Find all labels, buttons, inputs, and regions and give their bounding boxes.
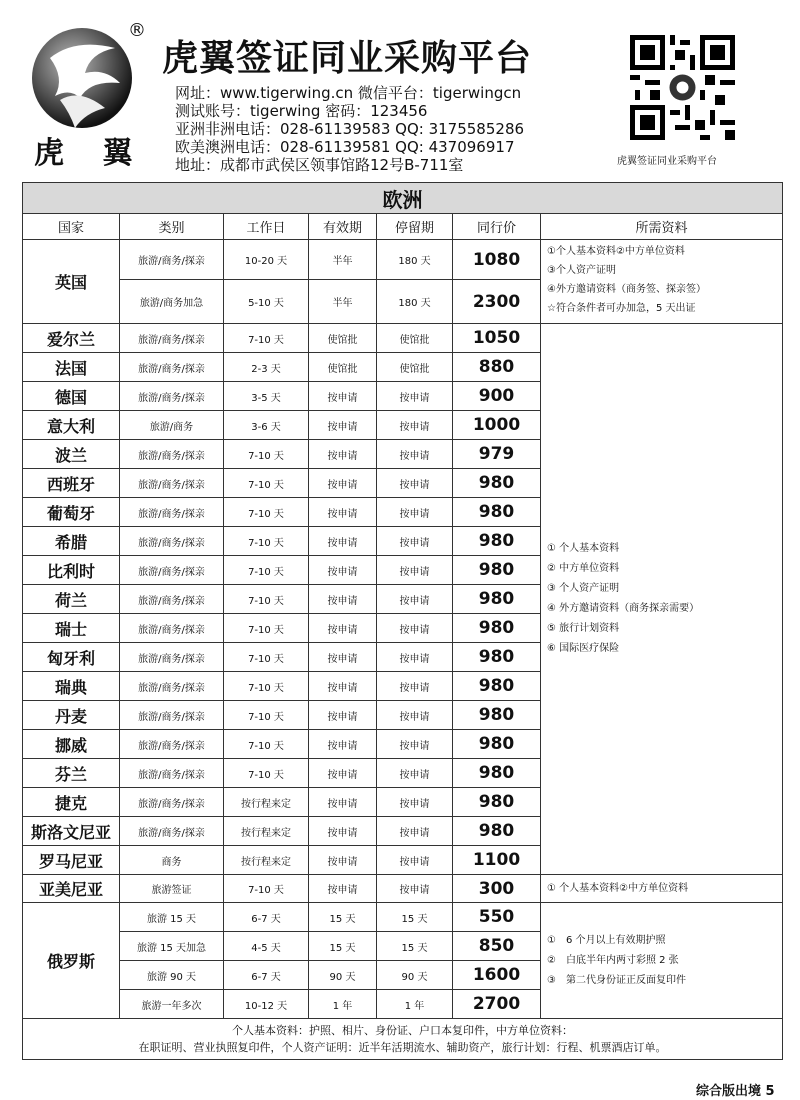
workdays-cell: 7-10 天 [224, 440, 309, 469]
price-cell: 980 [453, 614, 541, 643]
workdays-cell: 6-7 天 [224, 903, 309, 932]
stay-cell: 按申请 [377, 817, 453, 846]
header-stay: 停留期 [377, 214, 453, 240]
country-cell: 瑞士 [23, 614, 120, 643]
category-cell: 旅游/商务加急 [120, 280, 224, 324]
country-cell: 挪威 [23, 730, 120, 759]
test-account-line: 测试账号：tigerwing 密码：123456 [175, 102, 428, 120]
materials-line: ③ 个人资产证明 [547, 583, 620, 594]
price-cell: 980 [453, 817, 541, 846]
stay-cell: 按申请 [377, 440, 453, 469]
workdays-cell: 7-10 天 [224, 324, 309, 353]
validity-cell: 按申请 [309, 469, 377, 498]
validity-cell: 按申请 [309, 585, 377, 614]
header-workdays: 工作日 [224, 214, 309, 240]
category-cell: 商务 [120, 846, 224, 875]
header-country: 国家 [23, 214, 120, 240]
materials-line: ☆符合条件者可办加急，5 天出证 [547, 303, 696, 314]
stay-cell: 按申请 [377, 527, 453, 556]
category-cell: 旅游/商务 [120, 411, 224, 440]
price-cell: 1080 [453, 240, 541, 280]
country-cell: 俄罗斯 [23, 903, 120, 1019]
category-cell: 旅游 15 天 [120, 903, 224, 932]
validity-cell: 使馆批 [309, 324, 377, 353]
validity-cell: 1 年 [309, 990, 377, 1019]
materials-cell [541, 324, 783, 875]
stay-cell: 180 天 [377, 240, 453, 280]
price-cell: 980 [453, 527, 541, 556]
stay-cell: 按申请 [377, 469, 453, 498]
workdays-cell: 按行程来定 [224, 788, 309, 817]
category-cell: 旅游/商务/探亲 [120, 614, 224, 643]
materials-cell [541, 240, 783, 324]
materials-line: ① 6 个月以上有效期护照 [547, 934, 666, 946]
europe-rows [23, 324, 783, 875]
category-cell: 旅游/商务/探亲 [120, 324, 224, 353]
category-cell: 旅游/商务/探亲 [120, 556, 224, 585]
stay-cell: 按申请 [377, 614, 453, 643]
country-cell: 比利时 [23, 556, 120, 585]
stay-cell: 180 天 [377, 280, 453, 324]
workdays-cell: 7-10 天 [224, 585, 309, 614]
validity-cell: 按申请 [309, 643, 377, 672]
materials-line: ④外方邀请资料（商务签、探亲签） [547, 284, 706, 295]
category-cell: 旅游/商务/探亲 [120, 672, 224, 701]
category-cell: 旅游/商务/探亲 [120, 817, 224, 846]
stay-cell: 按申请 [377, 498, 453, 527]
materials-line: ② 白底半年内两寸彩照 2 张 [547, 954, 679, 966]
stay-cell: 按申请 [377, 382, 453, 411]
price-cell: 980 [453, 672, 541, 701]
country-cell: 爱尔兰 [23, 324, 120, 353]
price-cell: 980 [453, 498, 541, 527]
category-cell: 旅游/商务/探亲 [120, 440, 224, 469]
country-cell: 葡萄牙 [23, 498, 120, 527]
stay-cell: 按申请 [377, 701, 453, 730]
workdays-cell: 4-5 天 [224, 932, 309, 961]
category-cell: 旅游/商务/探亲 [120, 240, 224, 280]
category-cell: 旅游签证 [120, 875, 224, 903]
table-row [23, 324, 783, 353]
price-cell: 850 [453, 932, 541, 961]
price-cell: 980 [453, 643, 541, 672]
workdays-cell: 按行程来定 [224, 846, 309, 875]
price-cell: 980 [453, 469, 541, 498]
workdays-cell: 7-10 天 [224, 614, 309, 643]
country-cell: 英国 [23, 240, 120, 324]
workdays-cell: 10-12 天 [224, 990, 309, 1019]
price-cell: 2700 [453, 990, 541, 1019]
stay-cell: 按申请 [377, 788, 453, 817]
validity-cell: 按申请 [309, 788, 377, 817]
price-cell: 980 [453, 730, 541, 759]
country-cell: 斯洛文尼亚 [23, 817, 120, 846]
workdays-cell: 6-7 天 [224, 961, 309, 990]
price-cell: 979 [453, 440, 541, 469]
price-cell: 1050 [453, 324, 541, 353]
country-cell: 亚美尼亚 [23, 875, 120, 903]
category-cell: 旅游/商务/探亲 [120, 382, 224, 411]
country-cell: 匈牙利 [23, 643, 120, 672]
validity-cell: 按申请 [309, 875, 377, 903]
stay-cell: 1 年 [377, 990, 453, 1019]
validity-cell: 按申请 [309, 759, 377, 788]
country-cell: 丹麦 [23, 701, 120, 730]
category-cell: 旅游/商务/探亲 [120, 353, 224, 382]
stay-cell: 按申请 [377, 411, 453, 440]
category-cell: 旅游/商务/探亲 [120, 701, 224, 730]
price-cell: 980 [453, 701, 541, 730]
price-cell: 980 [453, 788, 541, 817]
workdays-cell: 7-10 天 [224, 498, 309, 527]
asia-phone-line: 亚洲非洲电话：028-61139583 QQ: 3175585286 [175, 120, 525, 138]
country-cell: 捷克 [23, 788, 120, 817]
price-cell: 980 [453, 759, 541, 788]
price-cell: 980 [453, 556, 541, 585]
stay-cell: 按申请 [377, 672, 453, 701]
stay-cell: 按申请 [377, 846, 453, 875]
price-cell: 550 [453, 903, 541, 932]
stay-cell: 15 天 [377, 903, 453, 932]
note-line: 在职证明、营业执照复印件，个人资产证明：近半年活期流水、辅助资产，旅行计划：行程、机票酒店订单。 [138, 1041, 667, 1054]
header-category: 类别 [120, 214, 224, 240]
note-line: 个人基本资料：护照、相片、身份证、户口本复印件，中方单位资料： [232, 1024, 574, 1037]
validity-cell: 按申请 [309, 556, 377, 585]
table-row [23, 240, 783, 280]
workdays-cell: 7-10 天 [224, 701, 309, 730]
workdays-cell: 10-20 天 [224, 240, 309, 280]
materials-line: ③ 第二代身份证正反面复印件 [547, 974, 686, 986]
header-price: 同行价 [453, 214, 541, 240]
category-cell: 旅游一年多次 [120, 990, 224, 1019]
country-cell: 芬兰 [23, 759, 120, 788]
validity-cell: 按申请 [309, 846, 377, 875]
page-footer: 综合版出境 5 [696, 1084, 775, 1099]
price-table-container [22, 182, 782, 1060]
category-cell: 旅游/商务/探亲 [120, 643, 224, 672]
category-cell: 旅游/商务/探亲 [120, 730, 224, 759]
validity-cell: 按申请 [309, 440, 377, 469]
table-row [23, 875, 783, 903]
materials-line: ④ 外方邀请资料（商务探亲需要） [547, 603, 700, 614]
category-cell: 旅游/商务/探亲 [120, 469, 224, 498]
workdays-cell: 7-10 天 [224, 643, 309, 672]
price-table [22, 182, 783, 1060]
country-cell: 意大利 [23, 411, 120, 440]
workdays-cell: 7-10 天 [224, 672, 309, 701]
price-cell: 2300 [453, 280, 541, 324]
workdays-cell: 3-5 天 [224, 382, 309, 411]
validity-cell: 按申请 [309, 730, 377, 759]
country-cell: 西班牙 [23, 469, 120, 498]
validity-cell: 按申请 [309, 701, 377, 730]
validity-cell: 按申请 [309, 614, 377, 643]
validity-cell: 15 天 [309, 903, 377, 932]
workdays-cell: 7-10 天 [224, 759, 309, 788]
stay-cell: 使馆批 [377, 353, 453, 382]
category-cell: 旅游/商务/探亲 [120, 788, 224, 817]
materials-line: ⑤ 旅行计划资料 [547, 623, 620, 634]
stay-cell: 按申请 [377, 759, 453, 788]
stay-cell: 按申请 [377, 643, 453, 672]
table-header-row [23, 214, 783, 240]
stay-cell: 90 天 [377, 961, 453, 990]
materials-cell: ① 个人基本资料②中方单位资料 [541, 875, 783, 903]
workdays-cell: 2-3 天 [224, 353, 309, 382]
qr-caption: 虎翼签证同业采购平台 [617, 156, 717, 167]
qr-code [630, 35, 735, 140]
stay-cell: 按申请 [377, 556, 453, 585]
category-cell: 旅游/商务/探亲 [120, 759, 224, 788]
country-cell: 罗马尼亚 [23, 846, 120, 875]
website-line: 网址：www.tigerwing.cn 微信平台：tigerwingcn [175, 84, 522, 102]
price-cell: 900 [453, 382, 541, 411]
materials-cell [541, 903, 783, 1019]
materials-line: ⑥ 国际医疗保险 [547, 643, 620, 654]
workdays-cell: 5-10 天 [224, 280, 309, 324]
notes-cell [23, 1019, 783, 1060]
price-cell: 300 [453, 875, 541, 903]
price-cell: 1600 [453, 961, 541, 990]
validity-cell: 15 天 [309, 932, 377, 961]
workdays-cell: 7-10 天 [224, 527, 309, 556]
workdays-cell: 7-10 天 [224, 556, 309, 585]
validity-cell: 90 天 [309, 961, 377, 990]
brand-name: 虎 翼 [34, 136, 147, 171]
workdays-cell: 7-10 天 [224, 730, 309, 759]
category-cell: 旅游 15 天加急 [120, 932, 224, 961]
section-title: 欧洲 [23, 183, 783, 214]
workdays-cell: 按行程来定 [224, 817, 309, 846]
workdays-cell: 3-6 天 [224, 411, 309, 440]
page-header [0, 0, 800, 180]
materials-line: ① 个人基本资料 [547, 543, 620, 554]
header-validity: 有效期 [309, 214, 377, 240]
country-cell: 荷兰 [23, 585, 120, 614]
validity-cell: 按申请 [309, 498, 377, 527]
price-cell: 1100 [453, 846, 541, 875]
stay-cell: 按申请 [377, 875, 453, 903]
country-cell: 瑞典 [23, 672, 120, 701]
country-cell: 法国 [23, 353, 120, 382]
country-cell: 希腊 [23, 527, 120, 556]
validity-cell: 按申请 [309, 527, 377, 556]
price-cell: 980 [453, 585, 541, 614]
validity-cell: 使馆批 [309, 353, 377, 382]
validity-cell: 按申请 [309, 411, 377, 440]
price-cell: 1000 [453, 411, 541, 440]
page-title: 虎翼签证同业采购平台 [162, 38, 533, 79]
validity-cell: 半年 [309, 280, 377, 324]
registered-mark: ® [128, 20, 146, 41]
address-line: 地址：成都市武侯区领事馆路12号B-711室 [175, 156, 464, 174]
workdays-cell: 7-10 天 [224, 875, 309, 903]
materials-line: ③个人资产证明 [547, 265, 616, 276]
workdays-cell: 7-10 天 [224, 469, 309, 498]
validity-cell: 按申请 [309, 382, 377, 411]
table-row [23, 903, 783, 932]
materials-line: ①个人基本资料②中方单位资料 [547, 246, 685, 257]
stay-cell: 按申请 [377, 730, 453, 759]
price-cell: 880 [453, 353, 541, 382]
category-cell: 旅游/商务/探亲 [120, 498, 224, 527]
stay-cell: 15 天 [377, 932, 453, 961]
europe-phone-line: 欧美澳洲电话：028-61139581 QQ: 437096917 [175, 138, 515, 156]
country-cell: 波兰 [23, 440, 120, 469]
notes-row [23, 1019, 783, 1060]
country-cell: 德国 [23, 382, 120, 411]
stay-cell: 使馆批 [377, 324, 453, 353]
validity-cell: 半年 [309, 240, 377, 280]
category-cell: 旅游/商务/探亲 [120, 527, 224, 556]
header-materials: 所需资料 [541, 214, 783, 240]
category-cell: 旅游/商务/探亲 [120, 585, 224, 614]
stay-cell: 按申请 [377, 585, 453, 614]
category-cell: 旅游 90 天 [120, 961, 224, 990]
validity-cell: 按申请 [309, 672, 377, 701]
materials-line: ② 中方单位资料 [547, 563, 620, 574]
validity-cell: 按申请 [309, 817, 377, 846]
